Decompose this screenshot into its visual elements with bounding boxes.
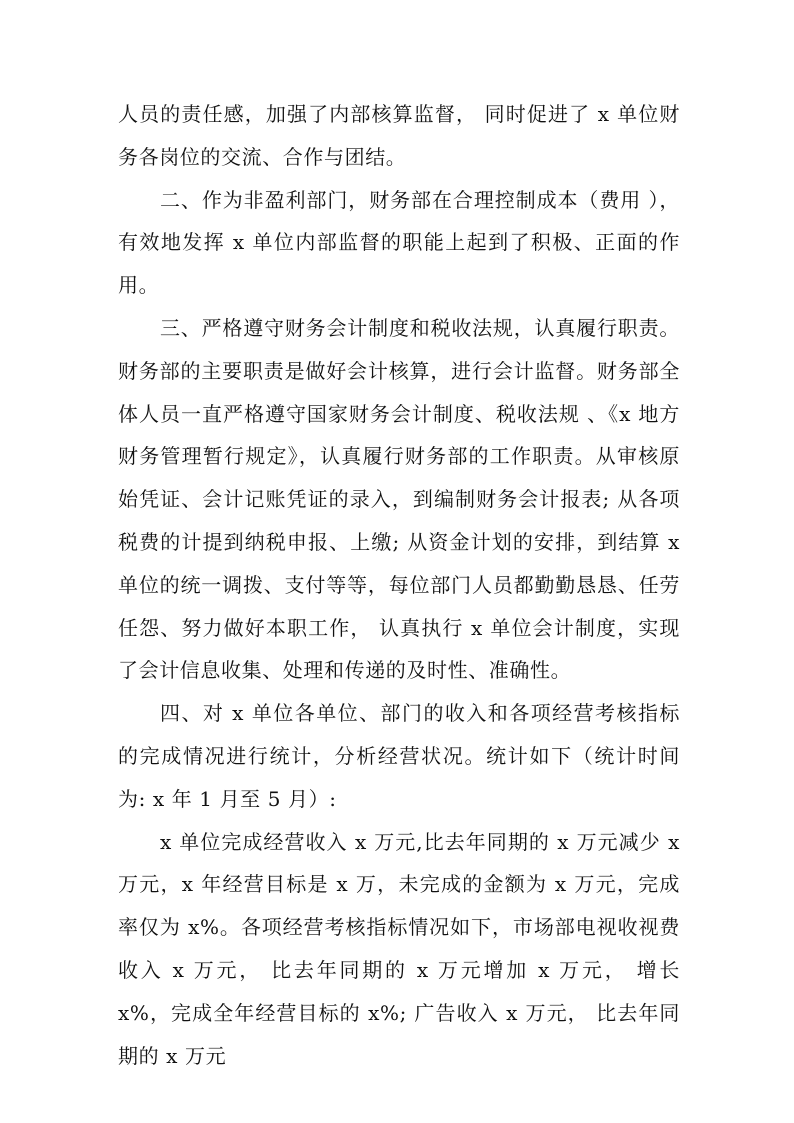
paragraph-statistics: x 单位完成经营收入 x 万元,比去年同期的 x 万元减少 x 万元，x 年经营目标是 x 万，未完成的金额为 x 万元，完成率仅为 x%。各项经营考核指标情况如下，市场部电视收视费收入 x 万元， 比去年同期的 x 万元增加 x 万元， 增长 x%，完成全年经营目标的 x%; 广告收入 x 万元， 比去年同期的 x 万元 [118,829,680,1068]
paragraph-item-three: 三、严格遵守财务会计制度和税收法规，认真履行职责。财务部的主要职责是做好会计核算，进行会计监督。财务部全体人员一直严格遵守国家财务会计制度、税收法规 、《x 地方财务管理暂行规定》，认真履行财务部的工作职责。从审核原始凭证、会计记账凭证的录入，到编制财务会计报表; 从各项税费的计提到纳税申报、上缴; 从资金计划的安排，到结算 x 单位的统一调拨、支付等等，每位部门人员都勤勤恳恳、任劳任怨、努力做好本职工作， 认真执行 x 单位会计制度，实现了会计信息收集、处理和传递的及时性、准确性。 [118,315,680,683]
paragraph-item-four: 四、对 x 单位各单位、部门的收入和各项经营考核指标的完成情况进行统计，分析经营状况。统计如下（统计时间为: x 年 1 月至 5 月）: [118,701,680,811]
document-body [118,93,680,1077]
paragraph-item-two: 二、作为非盈利部门，财务部在合理控制成本（费用 ），有效地发挥 x 单位内部监督的职能上起到了积极、正面的作用。 [118,187,680,298]
paragraph-continuation: 人员的责任感，加强了内部核算监督， 同时促进了 x 单位财务各岗位的交流、合作与团结。 [118,102,680,169]
